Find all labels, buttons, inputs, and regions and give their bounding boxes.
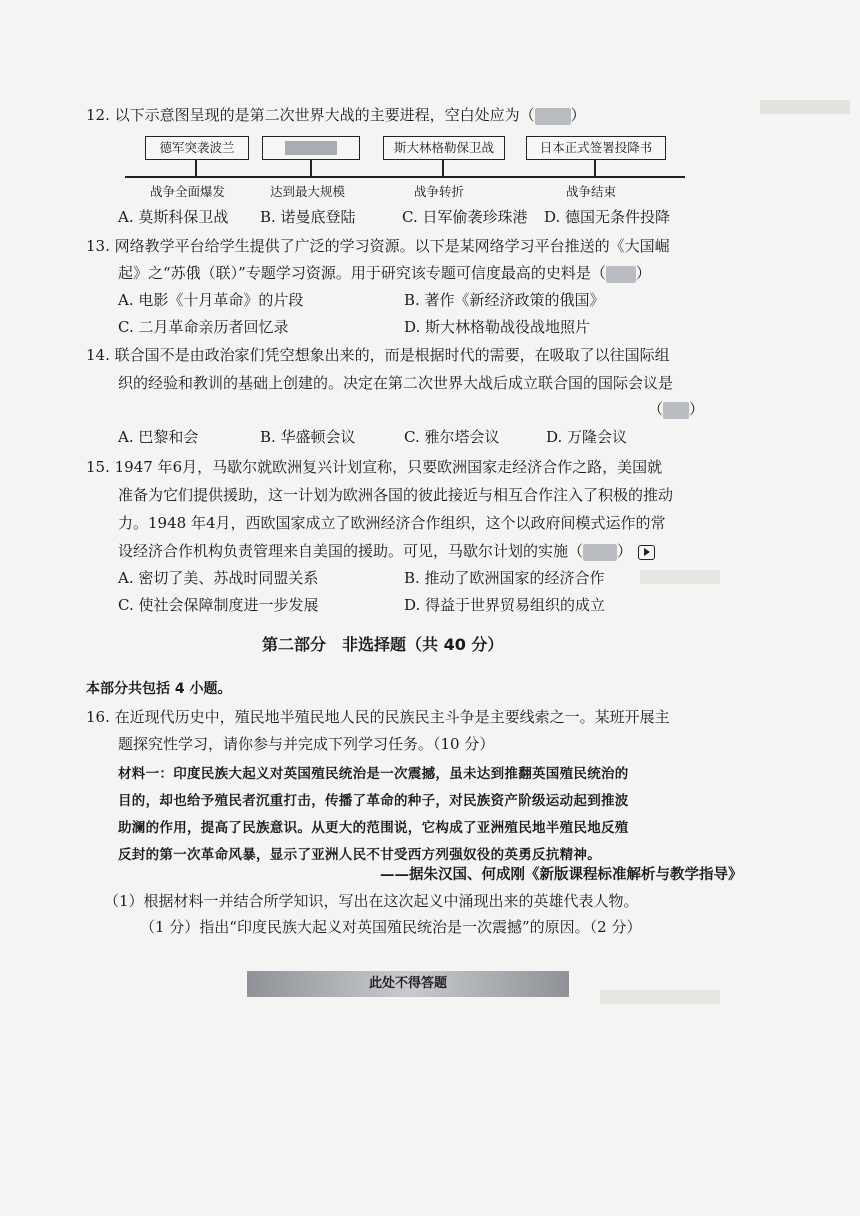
q14-line2: 织的经验和教训的基础上创建的。决定在第二次世界大战后成立联合国的国际会议是 [118,374,674,392]
q13-option-b: B. 著作《新经济政策的俄国》 [404,291,605,309]
timeline-box-2-blank [262,136,360,160]
material-line: 助澜的作用，提高了民族意识。从更大的范围说，它构成了亚洲殖民地半殖民地反殖 [118,820,629,836]
part2-title: 第二部分 非选择题（共 40 分） [262,635,504,654]
part2-note: 本部分共包括 4 小题。 [86,681,232,697]
q14-option-d: D. 万隆会议 [546,428,628,446]
material-line: 反封的第一次革命风暴，显示了亚洲人民不甘受西方列强奴役的英勇反抗精神。 [118,847,601,863]
stage-label: 战争结束 [566,184,617,199]
q16-line2: 题探究性学习，请你参与并完成下列学习任务。（10 分） [118,735,495,753]
material-line: 材料一：印度民族大起义对英国殖民统治是一次震撼，虽未达到推翻英国殖民统治的 [118,766,629,782]
q12-option-b: B. 诺曼底登陆 [260,208,356,226]
q16-sub1-line2: （1 分）指出“印度民族大起义对英国殖民统治是一次震撼”的原因。（2 分） [140,918,642,936]
q13-option-d: D. 斯大林格勒战役战地照片 [404,318,591,336]
answer-blank [606,266,636,283]
connector [442,160,444,177]
blank-fill [285,141,337,155]
answer-blank [583,544,617,561]
answer-blank [535,108,571,125]
q14-option-b: B. 华盛顿会议 [260,428,356,446]
no-answer-zone-banner: 此处不得答题 [247,971,569,997]
q16-sub1-line1: （1）根据材料一并结合所学知识，写出在这次起义中涌现出来的英雄代表人物。 [104,892,639,910]
answer-blank [663,402,689,419]
bleed-through-text [760,100,850,114]
q13-line1: 13. 网络教学平台给学生提供了广泛的学习资源。以下是某网络学习平台推送的《大国崛 [86,237,670,255]
q13-line2: 起》之“苏俄（联）”专题学习资源。用于研究该专题可信度最高的史料是（ ） [118,264,651,282]
material-source: ——据朱汉国、何成刚《新版课程标准解析与教学指导》 [380,866,743,883]
q15-option-d: D. 得益于世界贸易组织的成立 [404,596,606,614]
q15-option-a: A. 密切了美、苏战时同盟关系 [118,569,319,587]
q13-option-c: C. 二月革命亲历者回忆录 [118,318,289,336]
timeline-box-1: 德军突袭波兰 [145,136,249,160]
q12-option-a: A. 莫斯科保卫战 [118,208,229,226]
q15-line4: 设经济合作机构负责管理来自美国的援助。可见，马歇尔计划的实施（ ） [118,540,655,562]
q14-option-a: A. 巴黎和会 [118,428,199,446]
stage-label: 战争全面爆发 [150,184,226,199]
q14-line1: 14. 联合国不是由政治家们凭空想象出来的，而是根据时代的需要，在吸取了以往国际组 [86,346,670,364]
stage-label: 战争转折 [414,184,465,199]
stage-label: 达到最大规模 [270,184,346,199]
q12-option-c: C. 日军偷袭珍珠港 [402,208,528,226]
timeline-box-4: 日本正式签署投降书 [526,136,666,160]
q12-option-d: D. 德国无条件投降 [544,208,671,226]
q15-option-c: C. 使社会保障制度进一步发展 [118,596,319,614]
material-line: 目的，却也给予殖民者沉重打击，传播了革命的种子，对民族资产阶级运动起到推波 [118,793,629,809]
q15-line2: 准备为它们提供援助，这一计划为欧洲各国的彼此接近与相互合作注入了积极的推动 [118,486,674,504]
q12-stem: 12. 以下示意图呈现的是第二次世界大战的主要进程，空白处应为（ ） [86,106,586,124]
video-play-icon[interactable] [638,545,655,560]
q15-option-b: B. 推动了欧洲国家的经济合作 [404,569,605,587]
timeline-axis [125,176,685,178]
q15-line3: 力。1948 年4月，西欧国家成立了欧洲经济合作组织，这个以政府间模式运作的常 [118,514,666,532]
q13-option-a: A. 电影《十月革命》的片段 [118,291,304,309]
connector [310,160,312,177]
bleed-through-text [640,570,720,584]
q14-bracket: （ ） [648,400,705,418]
connector [594,160,596,177]
q15-line1: 15. 1947 年6月，马歇尔就欧洲复兴计划宣称，只要欧洲国家走经济合作之路，美国就 [86,458,663,476]
q14-option-c: C. 雅尔塔会议 [404,428,500,446]
timeline-box-3: 斯大林格勒保卫战 [383,136,505,160]
bleed-through-text [600,990,720,1004]
q16-line1: 16. 在近现代历史中，殖民地半殖民地人民的民族民主斗争是主要线索之一。某班开展主 [86,708,670,726]
connector [195,160,197,177]
